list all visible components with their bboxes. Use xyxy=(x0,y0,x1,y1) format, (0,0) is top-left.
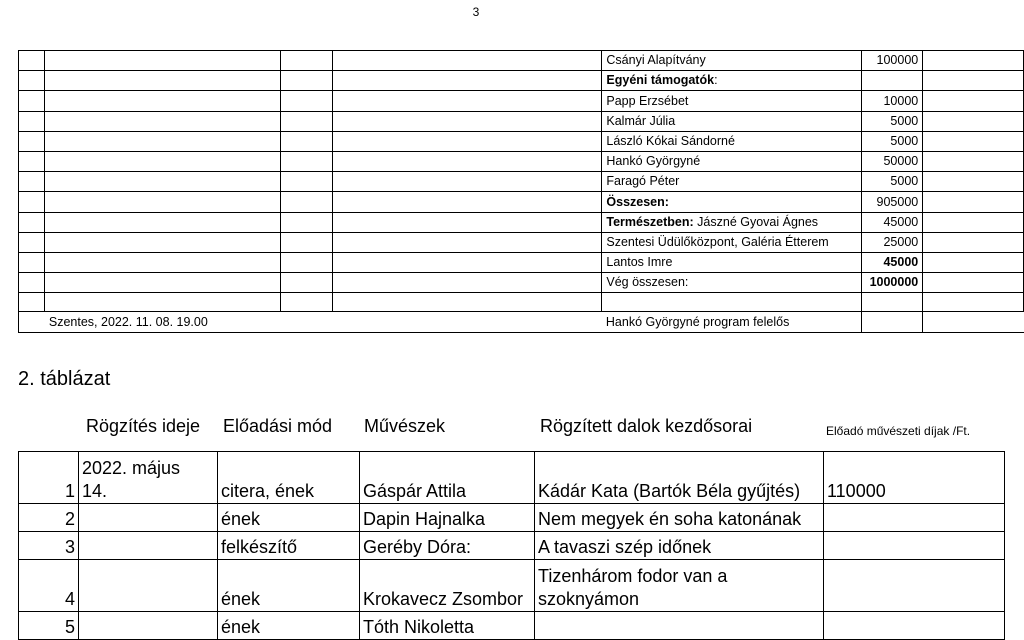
recording-date xyxy=(79,612,218,640)
performance-mode: felkészítő xyxy=(218,532,360,560)
empty-cell xyxy=(281,172,333,192)
empty-cell xyxy=(45,192,281,212)
support-amount: 10000 xyxy=(862,91,923,111)
support-row xyxy=(19,252,1024,272)
empty-cell xyxy=(45,172,281,192)
support-amount xyxy=(862,71,923,91)
recording-date xyxy=(79,452,218,504)
support-amount: 5000 xyxy=(862,111,923,131)
support-row xyxy=(19,91,1024,111)
recording-date xyxy=(79,532,218,560)
performer-fee xyxy=(824,532,1005,560)
song-line2: Kádár Kata (Bartók Béla gyűjtés) xyxy=(538,481,801,501)
song-line2: A tavaszi szép időnek xyxy=(538,537,712,557)
empty-cell xyxy=(923,172,1024,192)
support-amount: 1000000 xyxy=(862,273,923,293)
empty-cell xyxy=(19,252,45,272)
footer-row xyxy=(19,312,1024,333)
empty-cell xyxy=(333,131,602,151)
empty-cell xyxy=(19,51,45,71)
recording-row xyxy=(19,560,1005,612)
empty-cell xyxy=(923,212,1024,232)
supporter-name-text: Papp Erzsébet xyxy=(606,93,689,108)
empty-cell xyxy=(333,212,602,232)
artist-name: Geréby Dóra: xyxy=(360,532,535,560)
empty-cell xyxy=(19,312,45,333)
empty-cell xyxy=(19,172,45,192)
support-amount: 100000 xyxy=(862,51,923,71)
empty-cell xyxy=(333,252,602,272)
artist-name: Gáspár Attila xyxy=(360,452,535,504)
supporter-name xyxy=(602,212,862,232)
support-row xyxy=(19,212,1024,232)
support-row xyxy=(19,172,1024,192)
empty-cell xyxy=(281,273,333,293)
empty-cell xyxy=(923,71,1024,91)
supporter-name xyxy=(602,111,862,131)
performance-mode: ének xyxy=(218,504,360,532)
header-date: Rögzítés ideje xyxy=(86,416,201,436)
empty-cell xyxy=(923,151,1024,171)
song-first-lines xyxy=(535,452,824,504)
empty-cell xyxy=(19,151,45,171)
artist-name: Tóth Nikoletta xyxy=(360,612,535,640)
artist-name: Krokavecz Zsombor xyxy=(360,560,535,612)
blank-row xyxy=(19,293,1024,312)
empty-cell xyxy=(923,312,1024,333)
page-number: 3 xyxy=(472,5,480,19)
empty-cell xyxy=(281,51,333,71)
row-index: 5 xyxy=(19,612,79,640)
recordings-table xyxy=(18,451,1005,640)
performance-mode: citera, ének xyxy=(218,452,360,504)
supporter-name-text: Jászné Gyovai Ágnes xyxy=(693,214,819,229)
empty-cell xyxy=(333,71,602,91)
empty-cell xyxy=(45,111,281,131)
empty-cell xyxy=(45,273,281,293)
empty-cell xyxy=(45,212,281,232)
empty-cell xyxy=(923,131,1024,151)
performance-mode: ének xyxy=(218,560,360,612)
table2-header xyxy=(0,416,1024,442)
empty-cell xyxy=(281,71,333,91)
supporter-name-text: Kalmár Júlia xyxy=(606,113,676,128)
empty-cell xyxy=(19,71,45,91)
supporter-name-text: László Kókai Sándorné xyxy=(606,133,735,148)
support-row xyxy=(19,273,1024,293)
empty-cell xyxy=(45,293,281,312)
performer-fee xyxy=(824,612,1005,640)
supporter-name-text: Vég összesen: xyxy=(606,275,689,290)
header-fees: Előadó művészeti díjak /Ft. xyxy=(826,424,971,438)
empty-cell xyxy=(45,131,281,151)
song-line2: szoknyámon xyxy=(538,589,640,609)
supporter-name xyxy=(602,192,862,212)
recording-date xyxy=(79,504,218,532)
supporter-name-text: Csányi Alapítvány xyxy=(606,53,706,68)
supporter-name-text: : xyxy=(714,73,718,88)
empty-cell xyxy=(923,51,1024,71)
recording-row xyxy=(19,452,1005,504)
supporter-name-text: Faragó Péter xyxy=(606,174,680,189)
empty-cell xyxy=(19,293,45,312)
empty-cell xyxy=(862,312,923,333)
support-row xyxy=(19,71,1024,91)
empty-cell xyxy=(45,252,281,272)
footer-place-date: Szentes, 2022. 11. 08. 19.00 xyxy=(45,312,602,333)
recording-date-line2: 14. xyxy=(82,481,108,501)
supporter-name-text: Szentesi Üdülőközpont, Galéria Étterem xyxy=(606,234,829,249)
footer-responsible: Hankó Györgyné program felelős xyxy=(602,312,862,333)
empty-cell xyxy=(19,232,45,252)
empty-cell xyxy=(45,51,281,71)
header-mode: Előadási mód xyxy=(223,416,333,436)
empty-cell xyxy=(923,192,1024,212)
empty-cell xyxy=(333,273,602,293)
support-row xyxy=(19,131,1024,151)
support-amount: 25000 xyxy=(862,232,923,252)
support-amount: 905000 xyxy=(862,192,923,212)
empty-cell xyxy=(281,91,333,111)
empty-cell xyxy=(45,91,281,111)
support-amount: 5000 xyxy=(862,172,923,192)
empty-cell xyxy=(281,252,333,272)
empty-cell xyxy=(45,71,281,91)
empty-cell xyxy=(19,192,45,212)
performer-fee: 110000 xyxy=(824,452,1005,504)
empty-cell xyxy=(333,172,602,192)
empty-cell xyxy=(333,151,602,171)
recording-row xyxy=(19,532,1005,560)
empty-cell xyxy=(602,293,862,312)
empty-cell xyxy=(19,273,45,293)
support-row xyxy=(19,151,1024,171)
table2-title: 2. táblázat xyxy=(18,368,111,390)
support-row xyxy=(19,51,1024,71)
performance-mode: ének xyxy=(218,612,360,640)
supporter-name xyxy=(602,71,862,91)
support-amount: 45000 xyxy=(862,212,923,232)
song-first-lines xyxy=(535,560,824,612)
empty-cell xyxy=(19,91,45,111)
supporter-name-text: Hankó Györgyné xyxy=(606,154,701,169)
supporter-name xyxy=(602,172,862,192)
song-first-lines xyxy=(535,612,824,640)
empty-cell xyxy=(923,232,1024,252)
empty-cell xyxy=(333,51,602,71)
recording-row xyxy=(19,612,1005,640)
song-line2: Nem megyek én soha katonának xyxy=(538,509,802,529)
supporter-name-bold: Természetben: xyxy=(606,214,694,229)
empty-cell xyxy=(281,192,333,212)
empty-cell xyxy=(923,111,1024,131)
empty-cell xyxy=(19,111,45,131)
empty-cell xyxy=(923,293,1024,312)
empty-cell xyxy=(333,111,602,131)
supporter-name xyxy=(602,252,862,272)
support-row xyxy=(19,111,1024,131)
empty-cell xyxy=(45,232,281,252)
empty-cell xyxy=(281,131,333,151)
header-songs: Rögzített dalok kezdősorai xyxy=(540,416,753,436)
empty-cell xyxy=(281,111,333,131)
song-first-lines xyxy=(535,504,824,532)
empty-cell xyxy=(45,151,281,171)
song-first-lines xyxy=(535,532,824,560)
row-index: 3 xyxy=(19,532,79,560)
row-index: 4 xyxy=(19,560,79,612)
recording-row xyxy=(19,504,1005,532)
empty-cell xyxy=(333,232,602,252)
row-index: 1 xyxy=(19,452,79,504)
empty-cell xyxy=(281,293,333,312)
empty-cell xyxy=(923,273,1024,293)
supporter-name-text: Lantos Imre xyxy=(606,255,673,270)
performer-fee xyxy=(824,504,1005,532)
empty-cell xyxy=(333,293,602,312)
empty-cell xyxy=(333,192,602,212)
support-table xyxy=(18,50,1024,333)
empty-cell xyxy=(862,293,923,312)
empty-cell xyxy=(281,151,333,171)
empty-cell xyxy=(19,212,45,232)
empty-cell xyxy=(19,131,45,151)
performer-fee xyxy=(824,560,1005,612)
supporter-name xyxy=(602,91,862,111)
header-artists: Művészek xyxy=(364,416,446,436)
support-amount: 50000 xyxy=(862,151,923,171)
support-row xyxy=(19,232,1024,252)
empty-cell xyxy=(923,91,1024,111)
artist-name: Dapin Hajnalka xyxy=(360,504,535,532)
supporter-name-bold: Egyéni támogatók xyxy=(606,73,715,88)
song-line1: Tizenhárom fodor van a xyxy=(538,566,728,586)
empty-cell xyxy=(281,212,333,232)
supporter-name xyxy=(602,131,862,151)
supporter-name xyxy=(602,273,862,293)
supporter-name xyxy=(602,151,862,171)
recording-date-line1: 2022. május xyxy=(82,458,181,478)
supporter-name xyxy=(602,51,862,71)
row-index: 2 xyxy=(19,504,79,532)
supporter-name-bold: Összesen: xyxy=(606,194,669,209)
empty-cell xyxy=(333,91,602,111)
recording-date xyxy=(79,560,218,612)
support-amount: 45000 xyxy=(862,252,923,272)
empty-cell xyxy=(281,232,333,252)
support-amount: 5000 xyxy=(862,131,923,151)
supporter-name xyxy=(602,232,862,252)
support-row xyxy=(19,192,1024,212)
empty-cell xyxy=(923,252,1024,272)
